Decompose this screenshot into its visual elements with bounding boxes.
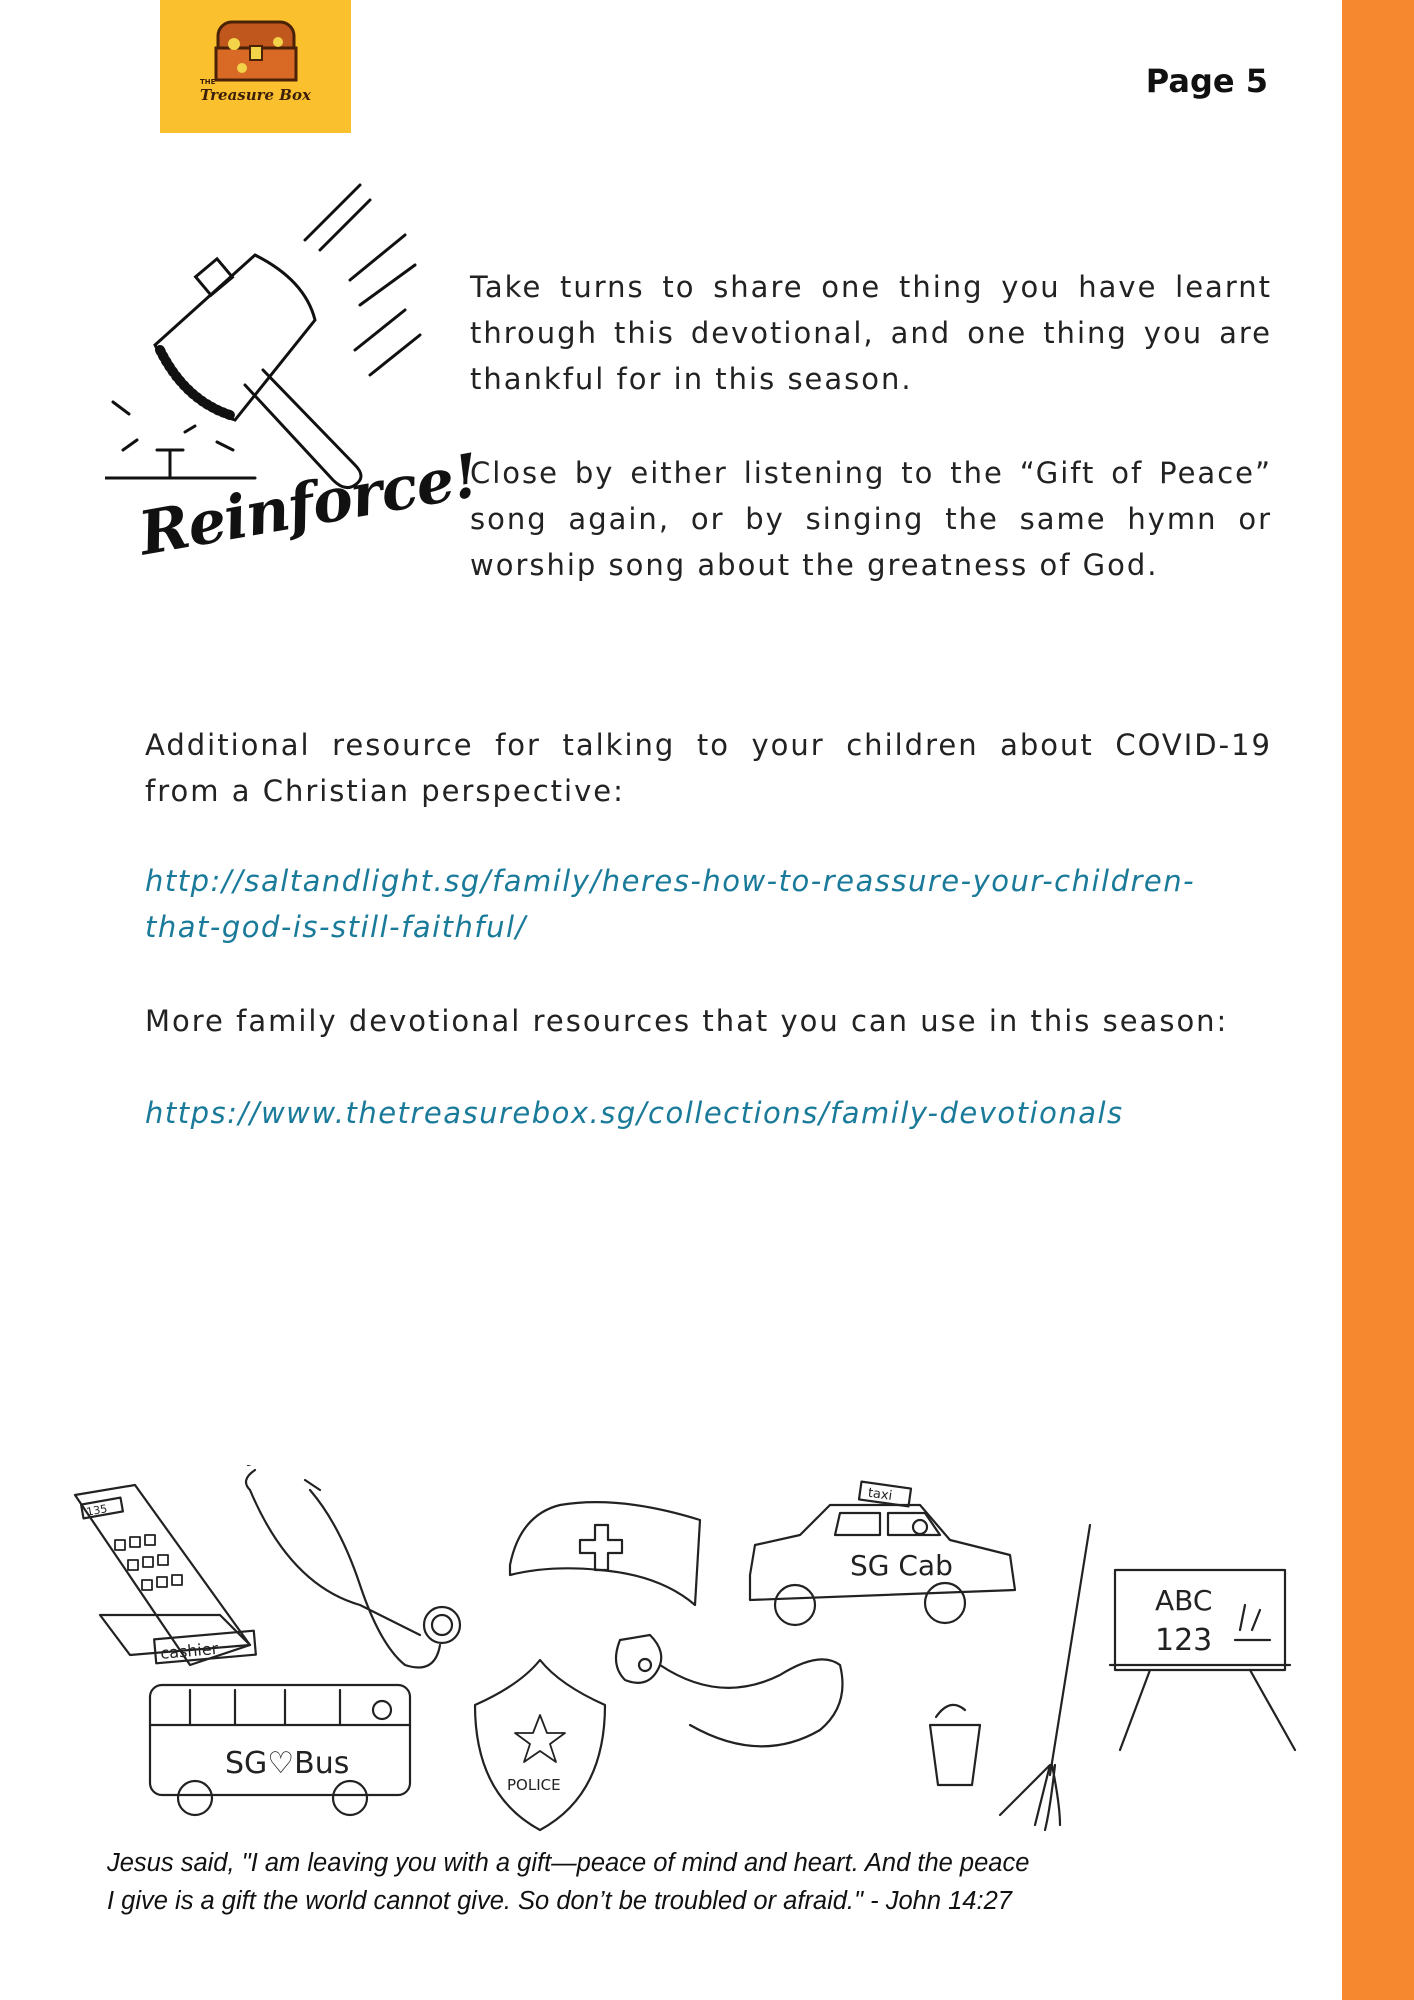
board-letters: ABC bbox=[1155, 1584, 1213, 1617]
bible-verse-quote bbox=[107, 1844, 1227, 1920]
bus-icon bbox=[150, 1685, 410, 1815]
community-helpers-doodle bbox=[60, 1465, 1320, 1835]
treasure-box-logo bbox=[160, 0, 351, 133]
treasurebox-link[interactable]: https://www.thetreasurebox.sg/collections/family-devotionals bbox=[145, 1096, 1124, 1130]
treasure-chest-icon bbox=[160, 0, 351, 133]
nurse-cap-icon bbox=[510, 1502, 700, 1605]
police-badge-icon bbox=[475, 1660, 605, 1830]
reinforce-heading: Reinforce! bbox=[133, 440, 484, 570]
bus-body-label: SG♡Bus bbox=[225, 1746, 350, 1781]
register-display: 135 bbox=[85, 1502, 109, 1519]
saltandlight-link[interactable] bbox=[145, 858, 1295, 950]
whiteboard-icon bbox=[1110, 1570, 1295, 1750]
bucket-icon bbox=[930, 1705, 980, 1785]
stethoscope-icon bbox=[246, 1465, 460, 1668]
additional-resource-text: Additional resource for talking to your children about COVID-19 from a Christian perspective: bbox=[145, 728, 1272, 808]
orange-side-bar bbox=[1342, 0, 1414, 2000]
taxi-icon bbox=[750, 1482, 1015, 1625]
logo-the: THE bbox=[200, 78, 216, 86]
saltandlight-link-line1[interactable]: http://saltandlight.sg/family/heres-how-to-reassure-your-children- bbox=[145, 864, 1196, 898]
taxi-body-label: SG Cab bbox=[850, 1549, 953, 1582]
cashier-label: cashier bbox=[159, 1638, 219, 1663]
logo-name: Treasure Box bbox=[200, 86, 311, 104]
more-resources-text: More family devotional resources that you can use in this season: bbox=[145, 1004, 1229, 1038]
closing-paragraph: Close by either listening to the “Gift of Peace” song again, or by singing the same hymn or worship song about the greatness of God. bbox=[470, 456, 1272, 582]
page-number: Page 5 bbox=[1145, 62, 1268, 100]
saltandlight-link-line2[interactable]: that-god-is-still-faithful/ bbox=[145, 910, 527, 944]
board-numbers: 123 bbox=[1155, 1623, 1213, 1658]
quote-line-1: Jesus said, "I am leaving you with a gift—peace of mind and heart. And the peace bbox=[107, 1849, 1030, 1877]
cash-register-icon bbox=[75, 1485, 256, 1665]
share-paragraph: Take turns to share one thing you have learnt through this devotional, and one thing you are thankful for in this season. bbox=[470, 270, 1272, 396]
broom-icon bbox=[1000, 1525, 1090, 1830]
police-label: POLICE bbox=[507, 1776, 561, 1794]
taxi-sign: taxi bbox=[866, 1485, 894, 1504]
whistle-icon bbox=[616, 1635, 843, 1746]
quote-line-2: I give is a gift the world cannot give. So don’t be troubled or afraid." - John 14:27 bbox=[107, 1887, 1012, 1915]
